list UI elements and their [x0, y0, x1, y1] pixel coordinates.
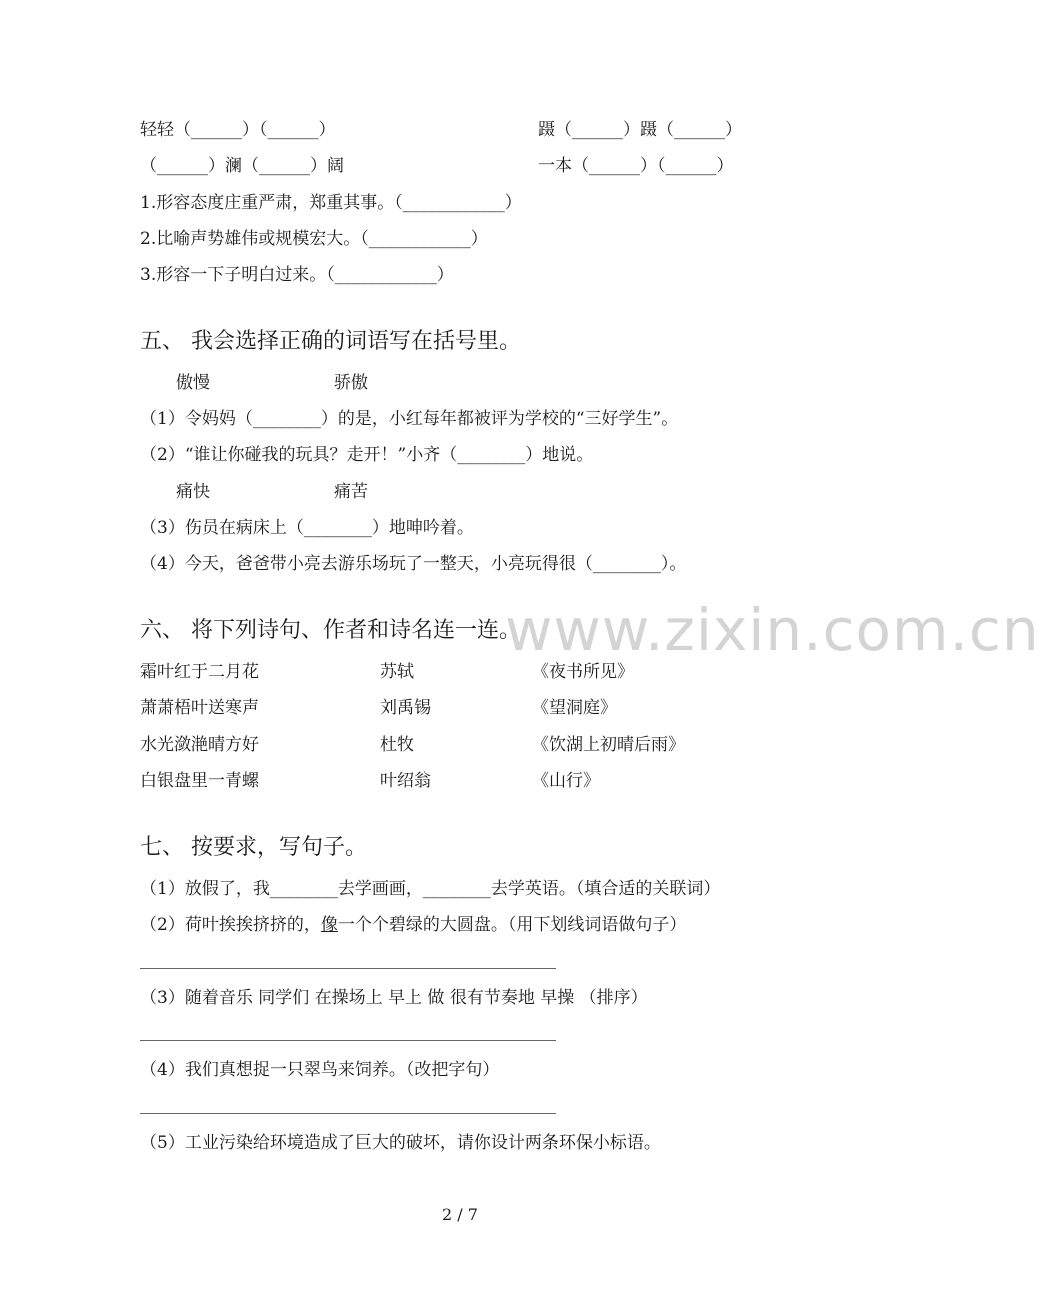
poem-author: 叶绍翁 [380, 771, 431, 791]
word-choice-1b: 骄傲 [334, 373, 368, 393]
idiom-row1-right: 蹑（______）蹑（______） [538, 120, 742, 140]
section-5-title: 五、 我会选择正确的词语写在括号里。 [140, 329, 521, 354]
section-5-question-2: （2）“谁让你碰我的玩具？走开！”小齐（________）地说。 [140, 445, 594, 465]
poem-title: 《夜书所见》 [532, 662, 634, 682]
idiom-row2-right: 一本（______）（______） [538, 156, 734, 176]
poem-verse: 白银盘里一青螺 [140, 771, 259, 791]
section-7-question-2 [140, 914, 686, 936]
section-6-title: 六、 将下列诗句、作者和诗名连一连。 [140, 618, 521, 643]
word-choice-2a: 痛快 [176, 482, 210, 502]
poem-title: 《望洞庭》 [532, 698, 617, 718]
section-7-question-4: （4）我们真想捉一只翠鸟来饲养。（改把字句） [140, 1060, 500, 1080]
answer-line-4 [140, 1113, 556, 1114]
section-5-question-1: （1）令妈妈（________）的是，小红每年都被评为学校的“三好学生”。 [140, 409, 679, 429]
section-5-question-4: （4）今天，爸爸带小亮去游乐场玩了一整天，小亮玩得很（________）。 [140, 554, 687, 574]
poem-author: 刘禹锡 [380, 698, 431, 718]
idiom-row2-left: （______）澜（______）阔 [140, 156, 344, 176]
section-7-question-1: （1）放假了，我________去学画画，________去学英语。（填合适的关联词） [140, 879, 721, 899]
question-2-text-after: 一个个碧绿的大圆盘。（用下划线词语做句子） [337, 915, 687, 935]
watermark: www.zixin.com.cn [505, 596, 1040, 664]
poem-verse: 霜叶红于二月花 [140, 662, 259, 682]
idiom-row1-left: 轻轻（______）（______） [140, 120, 336, 140]
poem-verse: 水光潋滟晴方好 [140, 735, 259, 755]
page-number: 2 / 7 [442, 1205, 478, 1224]
idiom-definition-1: 1.形容态度庄重严肃，郑重其事。（____________） [140, 193, 522, 213]
section-7-title: 七、 按要求，写句子。 [140, 835, 367, 860]
poem-title: 《山行》 [532, 771, 600, 791]
question-2-underlined-word: 像 [320, 915, 338, 935]
section-7-question-3: （3）随着音乐 同学们 在操场上 早上 做 很有节奏地 早操 （排序） [140, 988, 648, 1008]
section-7-question-5: （5）工业污染给环境造成了巨大的破坏，请你设计两条环保小标语。 [140, 1133, 661, 1153]
poem-author: 杜牧 [380, 735, 414, 755]
idiom-definition-2: 2.比喻声势雄伟或规模宏大。（____________） [140, 229, 488, 249]
answer-line-3 [140, 1040, 556, 1041]
question-2-text-before: （2）荷叶挨挨挤挤的， [140, 915, 321, 935]
word-choice-2b: 痛苦 [334, 482, 368, 502]
idiom-definition-3: 3.形容一下子明白过来。（____________） [140, 265, 454, 285]
poem-author: 苏轼 [380, 662, 414, 682]
section-5-question-3: （3）伤员在病床上（________）地呻吟着。 [140, 518, 474, 538]
word-choice-1a: 傲慢 [176, 373, 210, 393]
poem-verse: 萧萧梧叶送寒声 [140, 698, 259, 718]
poem-title: 《饮湖上初晴后雨》 [532, 735, 685, 755]
answer-line-2 [140, 968, 556, 969]
